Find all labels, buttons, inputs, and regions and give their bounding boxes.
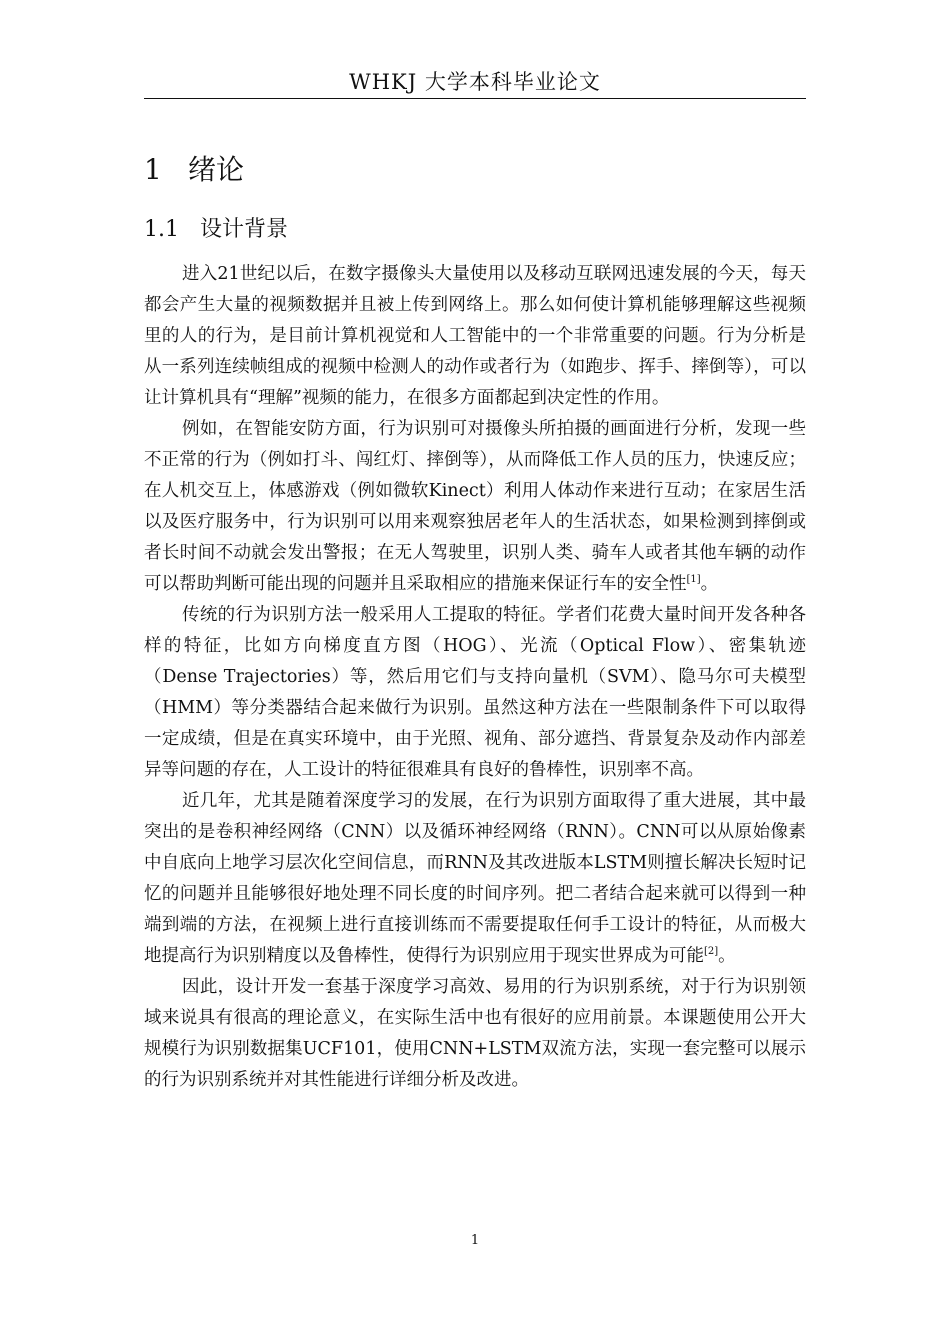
section-number: 1.1 (144, 217, 179, 242)
paragraph (144, 600, 806, 786)
paragraph (144, 972, 806, 1096)
paragraph-text: 传统的行为识别方法一般采用人工提取的特征。学者们花费大量时间开发各种各样的特征，比如方向梯度直方图（HOG）、光流（Optical Flow）、密集轨迹（Dense Trajectories）等，然后用它们与支持向量机（SVM）、隐马尔可夫模型（HMM）等分类器结合起来做行为识别。虽然这种方法在一些限制条件下可以取得一定成绩，但是在真实环境中，由于光照、视角、部分遮挡、背景复杂及动作内部差异等问题的存在，人工设计的特征很难具有良好的鲁棒性，识别率不高。 (144, 605, 806, 780)
running-header: WHKJ 大学本科毕业论文 (349, 70, 601, 94)
chapter-number: 1 (144, 153, 162, 186)
header-divider (144, 98, 806, 99)
paragraph-tail: 。 (700, 574, 719, 594)
section-title: 设计背景 (200, 217, 289, 242)
body-text (144, 259, 806, 1096)
paragraph (144, 259, 806, 414)
page-number: 1 (470, 1233, 480, 1248)
paragraph (144, 786, 806, 972)
citation-reference[interactable]: [2] (704, 946, 719, 958)
chapter-title: 绪论 (188, 153, 245, 186)
section-heading (144, 212, 806, 248)
paragraph-tail: 。 (718, 946, 736, 966)
citation-reference[interactable]: [1] (686, 574, 701, 586)
paragraph-text: 例如，在智能安防方面，行为识别可对摄像头所拍摄的画面进行分析，发现一些不正常的行为（例如打斗、闯红灯、摔倒等），从而降低工作人员的压力，快速反应；在人机交互上，体感游戏（例如微软Kinect）利用人体动作来进行互动；在家居生活以及医疗服务中，行为识别可以用来观察独居老年人的生活状态，如果检测到摔倒或者长时间不动就会发出警报；在无人驾驶里，识别人类、骑车人或者其他车辆的动作可以帮助判断可能出现的问题并且采取相应的措施来保证行车的安全性 (144, 419, 806, 594)
paragraph-text: 进入21世纪以后，在数字摄像头大量使用以及移动互联网迅速发展的今天，每天都会产生大量的视频数据并且被上传到网络上。那么如何使计算机能够理解这些视频里的人的行为，是目前计算机视觉和人工智能中的一个非常重要的问题。行为分析是从一系列连续帧组成的视频中检测人的动作或者行为（如跑步、挥手、摔倒等），可以让计算机具有“理解”视频的能力，在很多方面都起到决定性的作用。 (144, 264, 806, 408)
chapter-heading (144, 150, 806, 190)
paragraph-text: 因此，设计开发一套基于深度学习高效、易用的行为识别系统，对于行为识别领域来说具有很高的理论意义，在实际生活中也有很好的应用前景。本课题使用公开大规模行为识别数据集UCF101，使用CNN+LSTM双流方法，实现一套完整可以展示的行为识别系统并对其性能进行详细分析及改进。 (144, 977, 806, 1090)
paragraph-text: 近几年，尤其是随着深度学习的发展，在行为识别方面取得了重大进展，其中最突出的是卷积神经网络（CNN）以及循环神经网络（RNN）。CNN可以从原始像素中自底向上地学习层次化空间信息，而RNN及其改进版本LSTM则擅长解决长短时记忆的问题并且能够很好地处理不同长度的时间序列。把二者结合起来就可以得到一种端到端的方法，在视频上进行直接训练而不需要提取任何手工设计的特征，从而极大地提高行为识别精度以及鲁棒性，使得行为识别应用于现实世界成为可能 (144, 791, 806, 966)
paragraph (144, 414, 806, 600)
